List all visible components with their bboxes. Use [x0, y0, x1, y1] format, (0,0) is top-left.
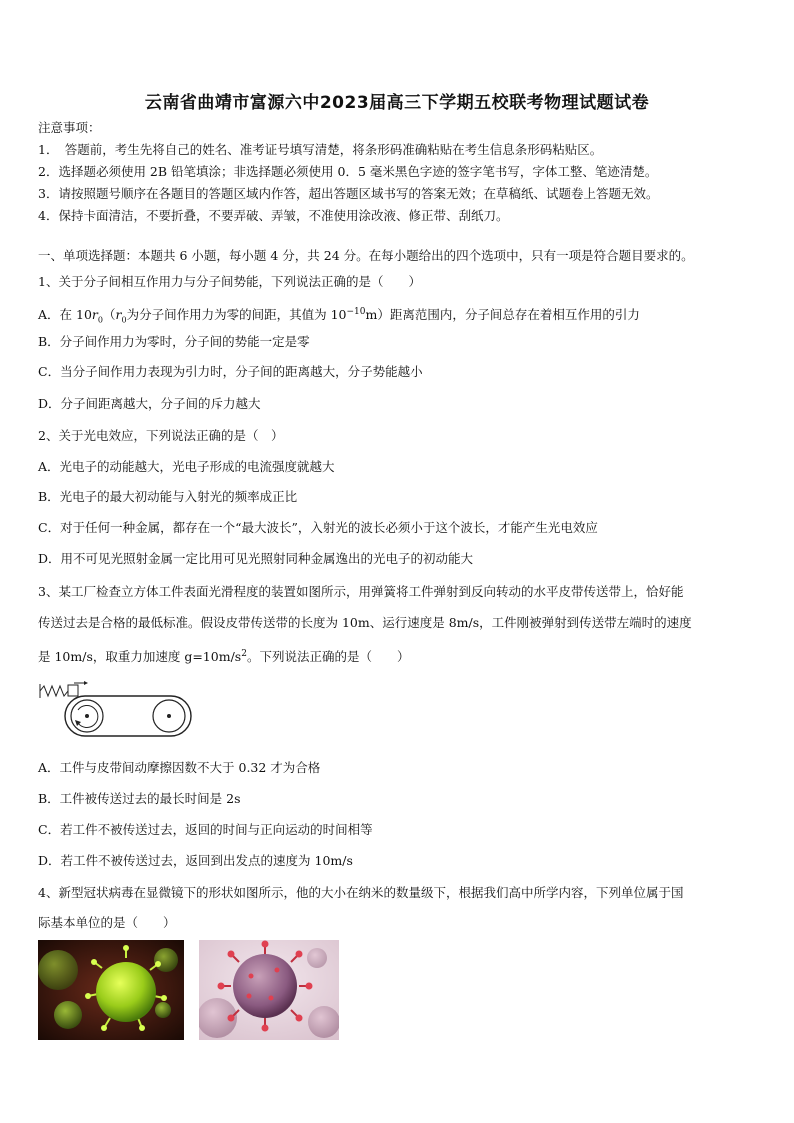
- q1-a-exp: −10: [346, 307, 366, 317]
- virus-image-red: [199, 940, 339, 1040]
- notice-item-3: 3．请按照题号顺序在各题目的答题区域内作答，超出答题区域书写的答案无效；在草稿纸、试题卷上答题无效。: [38, 186, 659, 201]
- notice-item-1: 1． 答题前，考生先将自己的姓名、准考证号填写清楚，将条形码准确粘贴在考生信息条形码粘贴区。: [38, 142, 603, 157]
- q3-line3-sup: 2: [241, 649, 247, 659]
- q2-option-d: D．用不可见光照射金属一定比用可见光照射同种金属逸出的光电子的初动能大: [38, 551, 474, 566]
- q3-option-d: D．若工件不被传送过去，返回到出发点的速度为 10m/s: [38, 853, 353, 868]
- workpiece: [68, 685, 78, 696]
- q3-stem-line-2: 传送过去是合格的最低标准。假设皮带传送带的长度为 10m、运行速度是 8m/s，工件刚被弹射到传送带左端时的速度: [38, 615, 692, 630]
- q1-a-mid1: （: [103, 307, 116, 322]
- conveyor-belt-figure: [38, 680, 193, 742]
- q1-a-mid2: 为分子间作用力为零的间距，其值为 10: [126, 307, 347, 322]
- notice-item-4: 4．保持卡面清洁，不要折叠，不要弄破、弄皱，不准使用涂改液、修正带、刮纸刀。: [38, 208, 509, 223]
- q1-a-sub-2: 0: [121, 315, 127, 325]
- left-pulley-icon: [71, 700, 103, 732]
- notice-heading: 注意事项：: [38, 120, 101, 135]
- q1-option-a: [38, 304, 640, 329]
- q2-option-a: A．光电子的动能越大，光电子形成的电流强度就越大: [38, 459, 335, 474]
- notice-item-2: 2．选择题必须使用 2B 铅笔填涂；非选择题必须使用 0．5 毫米黑色字迹的签字笔书写，字体工整、笔迹清楚。: [38, 164, 658, 179]
- q1-a-sub: 0: [97, 315, 103, 325]
- q3-option-b: B．工件被传送过去的最长时间是 2s: [38, 791, 241, 806]
- q1-a-pre: A．在 10: [38, 307, 92, 322]
- right-pulley-icon: [153, 700, 185, 732]
- q2-option-b: B．光电子的最大初动能与入射光的频率成正比: [38, 489, 298, 504]
- q3-line3-pre: 是 10m/s，取重力加速度 g=10m/s: [38, 649, 242, 664]
- q4-stem-line-2: 际基本单位的是（ ）: [38, 915, 176, 930]
- q1-a-post: m）距离范围内，分子间总存在着相互作用的引力: [365, 307, 640, 322]
- q2-option-c: C．对于任何一种金属，都存在一个“最大波长”，入射光的波长必须小于这个波长，才能产生光电效应: [38, 520, 598, 535]
- section-heading: 一、单项选择题：本题共 6 小题，每小题 4 分，共 24 分。在每小题给出的四个选项中，只有一项是符合题目要求的。: [38, 248, 694, 263]
- q1-a-r0: r: [91, 307, 98, 322]
- q1-stem: 1、关于分子间相互作用力与分子间势能，下列说法正确的是（ ）: [38, 274, 421, 289]
- q4-stem-line-1: 4、新型冠状病毒在显微镜下的形状如图所示，他的大小在纳米的数量级下，根据我们高中所学内容，下列单位属于国: [38, 885, 684, 900]
- q3-stem-line-3: [38, 646, 409, 665]
- q1-option-d: D．分子间距离越大，分子间的斥力越大: [38, 396, 261, 411]
- q2-stem: 2、关于光电效应，下列说法正确的是（ ）: [38, 428, 284, 443]
- q3-stem-line-1: 3、某工厂检查立方体工件表面光滑程度的装置如图所示，用弹簧将工件弹射到反向转动的水平皮带传送带上，恰好能: [38, 584, 684, 599]
- q1-option-c: C．当分子间作用力表现为引力时，分子间的距离越大，分子势能越小: [38, 364, 423, 379]
- q1-a-r0-2: r: [115, 307, 122, 322]
- page-title: 云南省曲靖市富源六中2023届高三下学期五校联考物理试题试卷: [144, 93, 650, 113]
- q3-line3-post: 。下列说法正确的是（ ）: [246, 649, 410, 664]
- virus-image-green: [38, 940, 184, 1040]
- q3-option-c: C．若工件不被传送过去，返回的时间与正向运动的时间相等: [38, 822, 373, 837]
- spring-icon: [40, 684, 68, 698]
- q3-option-a: A．工件与皮带间动摩擦因数不大于 0.32 才为合格: [38, 760, 321, 775]
- q1-option-b: B．分子间作用力为零时，分子间的势能一定是零: [38, 334, 310, 349]
